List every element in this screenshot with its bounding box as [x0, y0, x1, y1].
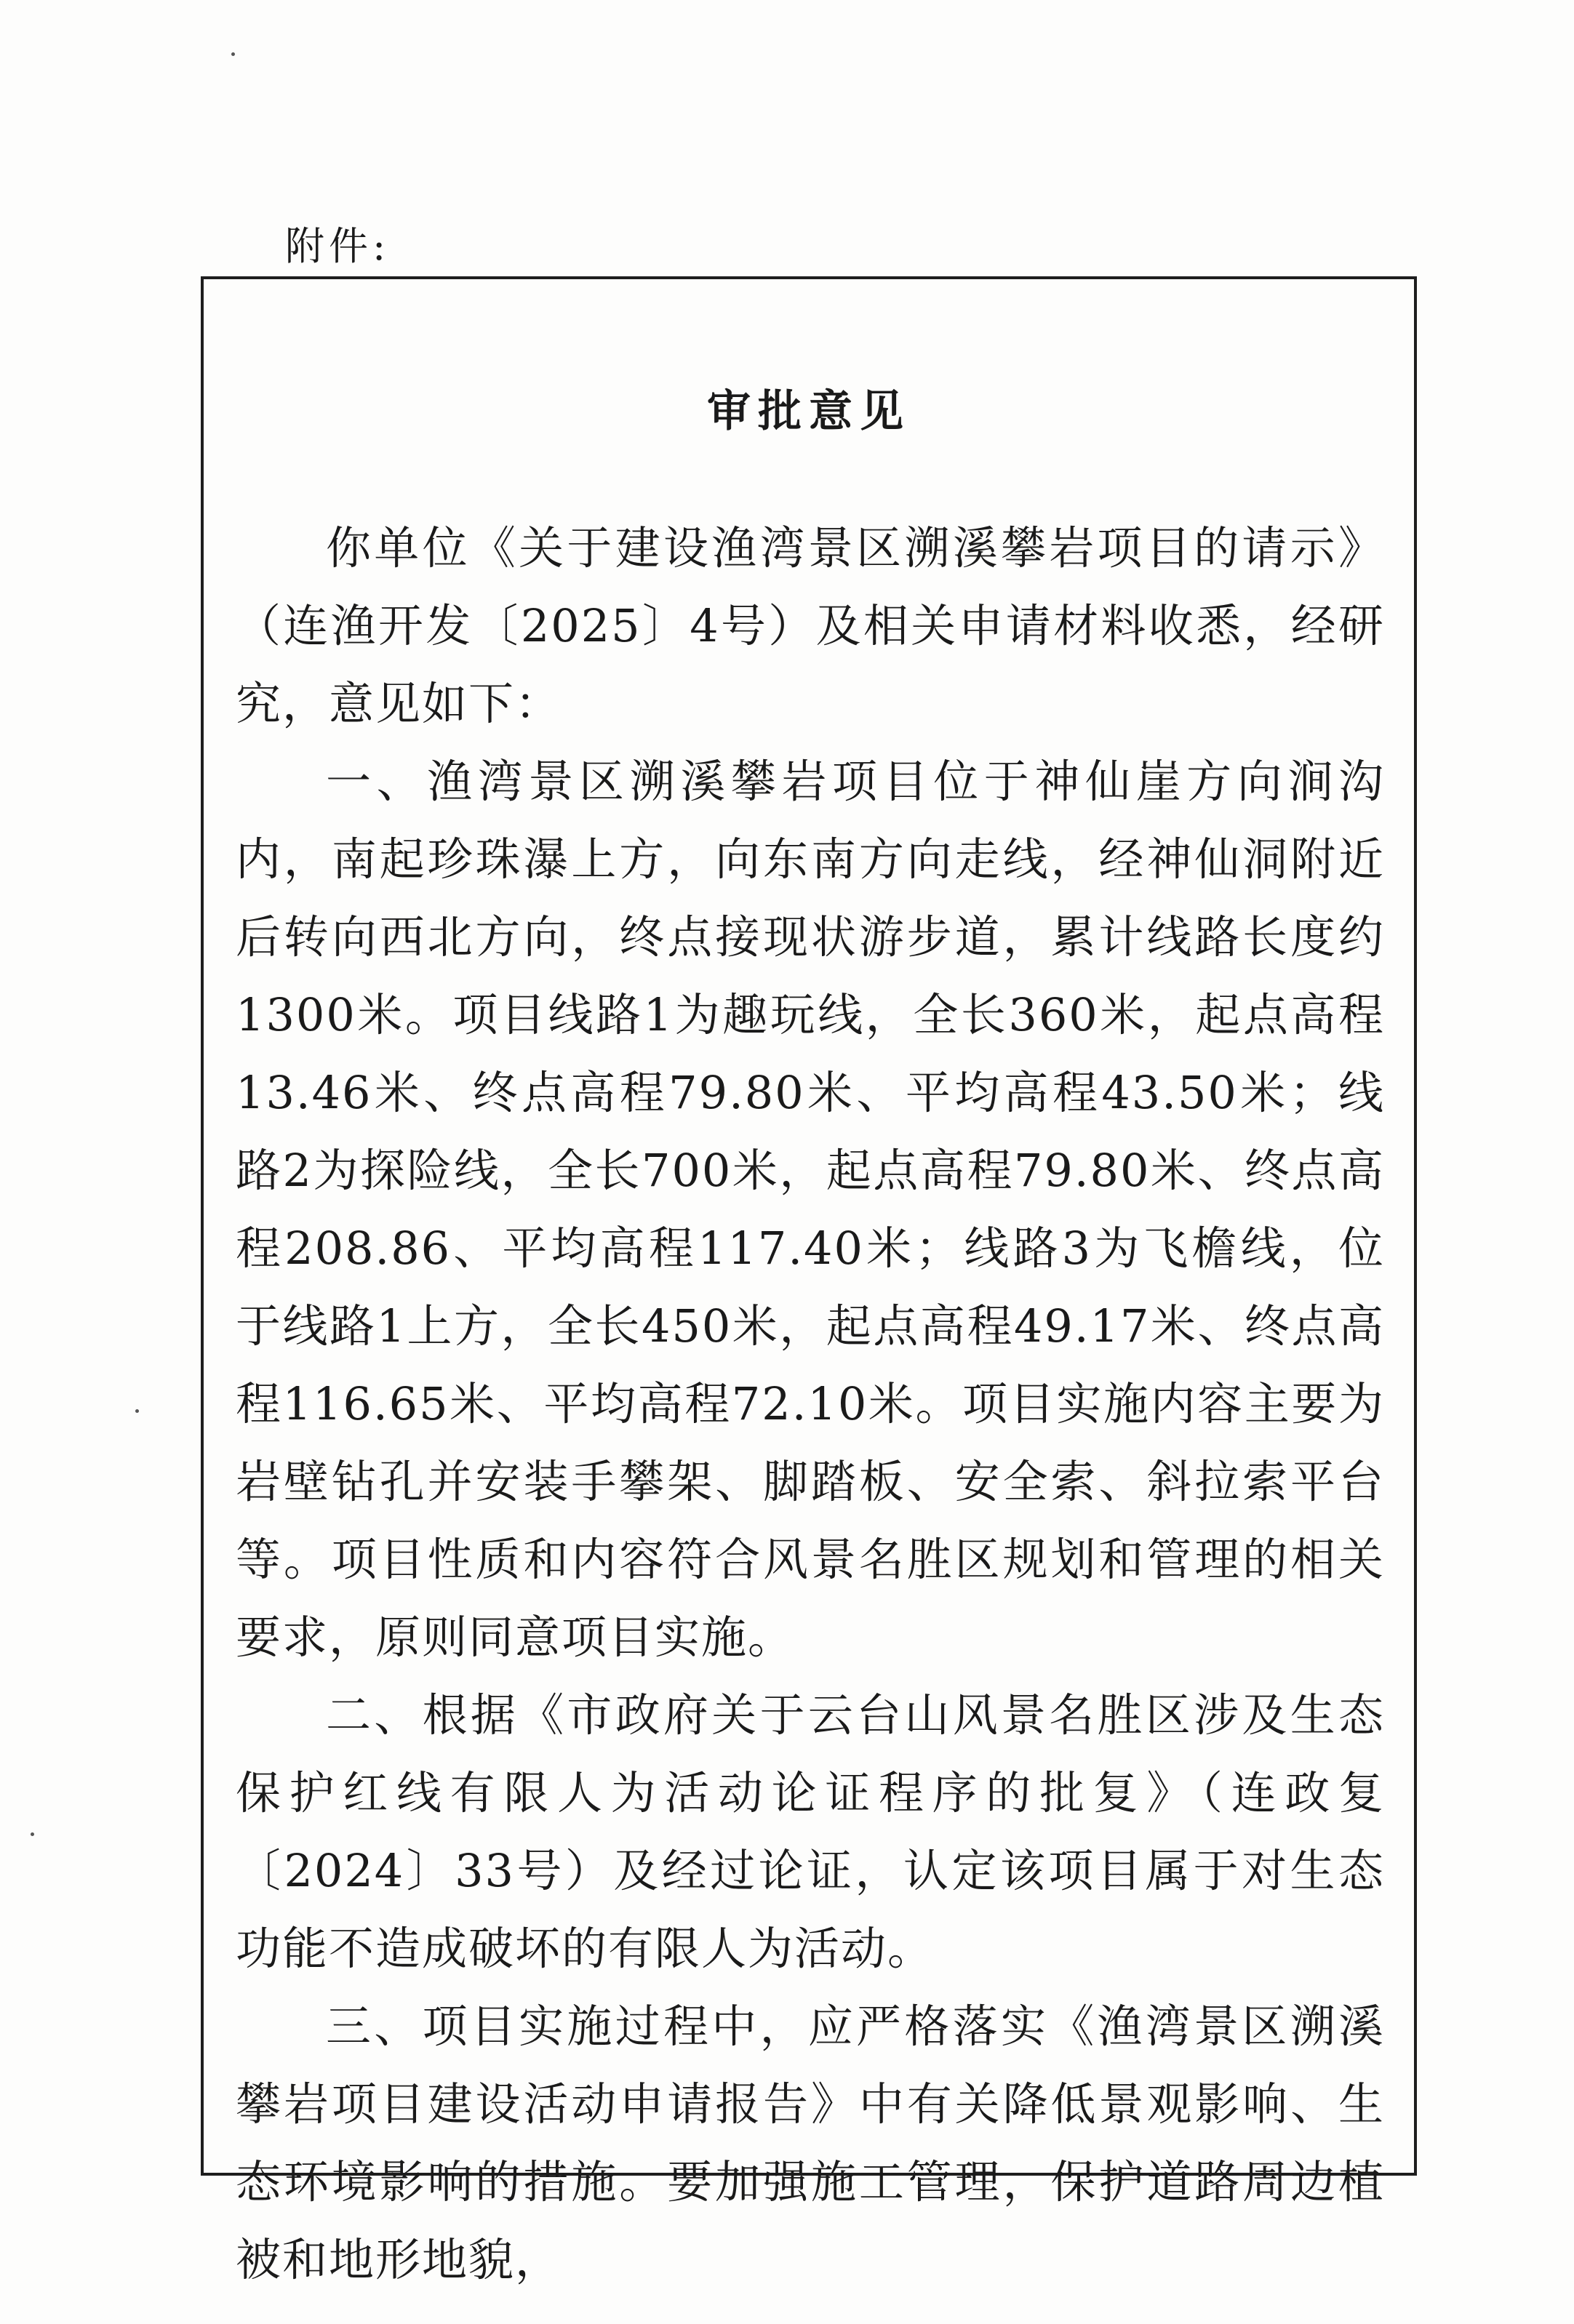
scan-speck — [231, 52, 235, 56]
scan-speck — [31, 1832, 34, 1836]
opinion-title: 审批意见 — [707, 386, 911, 437]
opinion-box — [201, 276, 1417, 2286]
opinion-body — [236, 509, 1385, 2299]
paragraph-item-2: 二、根据《市政府关于云台山风景名胜区涉及生态保护红线有限人为活动论证程序的批复》（连政复〔2024〕33号）及经过论证，认定该项目属于对生态功能不造成破坏的有限人为活动。 — [236, 1688, 1385, 1975]
paragraph-item-1: 一、渔湾景区溯溪攀岩项目位于神仙崖方向涧沟内，南起珍珠瀑上方，向东南方向走线，经神仙洞附近后转向西北方向，终点接现状游步道，累计线路长度约1300米。项目线路1为趣玩线，全长360米，起点高程13.46米、终点高程79.80米、平均高程43.50米；线路2为探险线，全长700米，起点高程79.80米、终点高程208.86、平均高程117.40米；线路3为飞檐线，位于线路1上方，全长450米，起点高程49.17米、终点高程116.65米、平均高程72.10米。项目实施内容主要为岩壁钻孔并安装手攀架、脚踏板、安全索、斜拉索平台等。项目性质和内容符合风景名胜区规划和管理的相关要求，原则同意项目实施。 — [236, 755, 1385, 1664]
attachment-label: 附件: — [285, 223, 391, 269]
scan-speck — [135, 1409, 139, 1413]
paragraph-intro: 你单位《关于建设渔湾景区溯溪攀岩项目的请示》（连渔开发〔2025〕4号）及相关申请材料收悉，经研究，意见如下： — [236, 521, 1385, 730]
paragraph-item-3: 三、项目实施过程中，应严格落实《渔湾景区溯溪攀岩项目建设活动申请报告》中有关降低景观影响、生态环境影响的措施。要加强施工管理，保护道路周边植被和地形地貌， — [236, 2000, 1385, 2286]
